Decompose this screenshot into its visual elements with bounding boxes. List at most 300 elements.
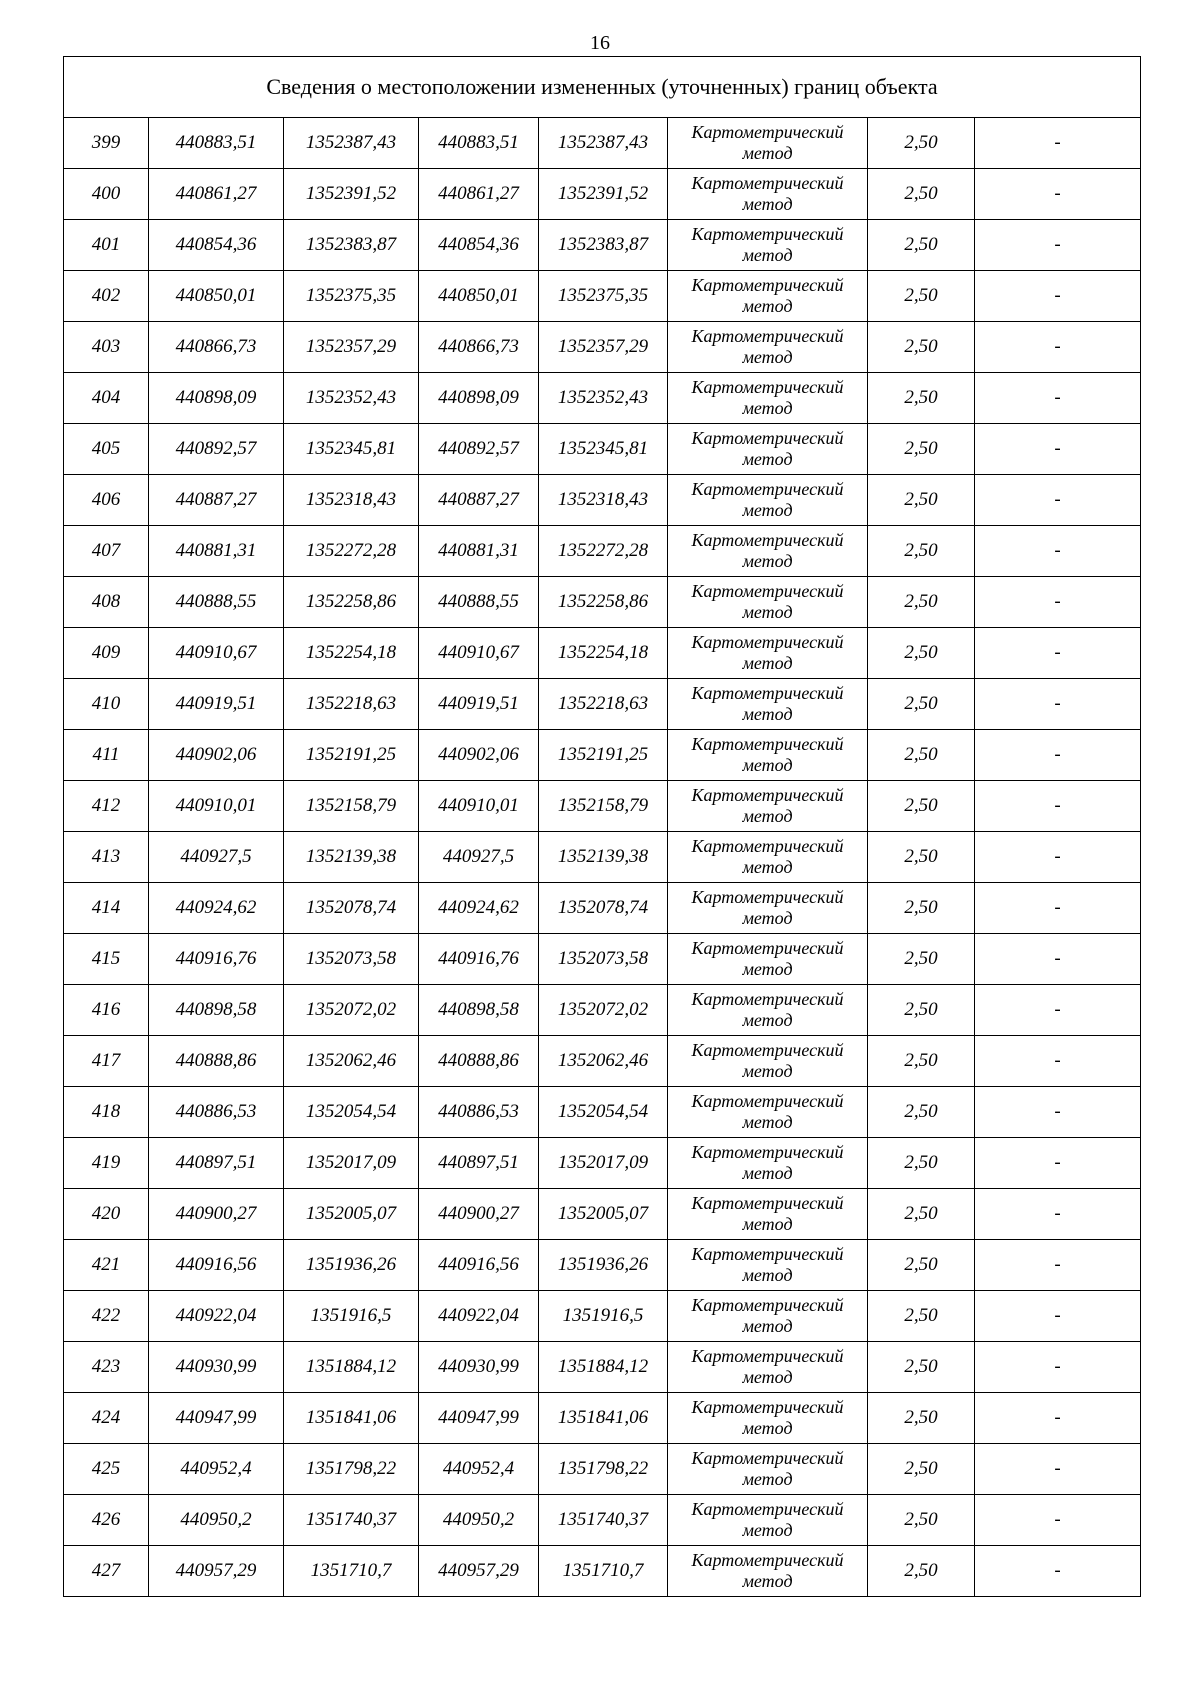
- method-line-1: Картометрический: [691, 530, 844, 550]
- accuracy-cell: 2,50: [868, 1087, 975, 1138]
- refined-x-cell: 440927,5: [419, 832, 539, 883]
- existing-x-cell: 440952,4: [149, 1444, 284, 1495]
- accuracy-cell: 2,50: [868, 169, 975, 220]
- note-cell: -: [975, 781, 1141, 832]
- existing-y-cell: 1352375,35: [284, 271, 419, 322]
- existing-y-cell: 1352387,43: [284, 118, 419, 169]
- note-cell: -: [975, 1393, 1141, 1444]
- existing-y-cell: 1352318,43: [284, 475, 419, 526]
- accuracy-cell: 2,50: [868, 118, 975, 169]
- method-cell: [668, 679, 868, 730]
- refined-y-cell: 1352191,25: [539, 730, 668, 781]
- method-line-1: Картометрический: [691, 275, 844, 295]
- existing-x-cell: 440898,09: [149, 373, 284, 424]
- method-line-1: Картометрический: [691, 938, 844, 958]
- note-cell: -: [975, 475, 1141, 526]
- refined-x-cell: 440886,53: [419, 1087, 539, 1138]
- method-line-1: Картометрический: [691, 989, 844, 1009]
- table-title: Сведения о местоположении измененных (уточненных) границ объекта: [64, 57, 1141, 118]
- refined-y-cell: 1352078,74: [539, 883, 668, 934]
- method-line-1: Картометрический: [691, 1448, 844, 1468]
- existing-x-cell: 440902,06: [149, 730, 284, 781]
- point-number-cell: 400: [64, 169, 149, 220]
- note-cell: -: [975, 424, 1141, 475]
- existing-y-cell: 1352139,38: [284, 832, 419, 883]
- table-row: [64, 1546, 1141, 1597]
- refined-y-cell: 1352218,63: [539, 679, 668, 730]
- existing-x-cell: 440888,55: [149, 577, 284, 628]
- refined-y-cell: 1352073,58: [539, 934, 668, 985]
- refined-x-cell: 440952,4: [419, 1444, 539, 1495]
- table-row: [64, 220, 1141, 271]
- existing-x-cell: 440922,04: [149, 1291, 284, 1342]
- table-row: [64, 373, 1141, 424]
- point-number-cell: 419: [64, 1138, 149, 1189]
- existing-y-cell: 1352072,02: [284, 985, 419, 1036]
- note-cell: -: [975, 322, 1141, 373]
- table-row: [64, 1240, 1141, 1291]
- existing-y-cell: 1352272,28: [284, 526, 419, 577]
- existing-y-cell: 1351884,12: [284, 1342, 419, 1393]
- accuracy-cell: 2,50: [868, 832, 975, 883]
- refined-y-cell: 1352375,35: [539, 271, 668, 322]
- existing-x-cell: 440854,36: [149, 220, 284, 271]
- refined-y-cell: 1351798,22: [539, 1444, 668, 1495]
- refined-y-cell: 1351916,5: [539, 1291, 668, 1342]
- existing-y-cell: 1352218,63: [284, 679, 419, 730]
- method-cell: [668, 1240, 868, 1291]
- existing-x-cell: 440950,2: [149, 1495, 284, 1546]
- existing-y-cell: 1352158,79: [284, 781, 419, 832]
- table-row: [64, 730, 1141, 781]
- table-row: [64, 1342, 1141, 1393]
- note-cell: -: [975, 1342, 1141, 1393]
- table-row: [64, 577, 1141, 628]
- method-line-1: Картометрический: [691, 1397, 844, 1417]
- method-line-1: Картометрический: [691, 1550, 844, 1570]
- method-line-2: метод: [742, 857, 793, 877]
- method-line-2: метод: [742, 1520, 793, 1540]
- method-line-2: метод: [742, 959, 793, 979]
- refined-y-cell: 1352345,81: [539, 424, 668, 475]
- page-number: 16: [590, 32, 610, 54]
- existing-y-cell: 1351710,7: [284, 1546, 419, 1597]
- existing-x-cell: 440957,29: [149, 1546, 284, 1597]
- method-cell: [668, 1342, 868, 1393]
- refined-y-cell: 1351740,37: [539, 1495, 668, 1546]
- method-cell: [668, 883, 868, 934]
- method-line-2: метод: [742, 296, 793, 316]
- refined-x-cell: 440888,55: [419, 577, 539, 628]
- method-cell: [668, 985, 868, 1036]
- note-cell: -: [975, 118, 1141, 169]
- refined-y-cell: 1352017,09: [539, 1138, 668, 1189]
- refined-x-cell: 440888,86: [419, 1036, 539, 1087]
- method-line-2: метод: [742, 551, 793, 571]
- refined-x-cell: 440910,67: [419, 628, 539, 679]
- refined-y-cell: 1352318,43: [539, 475, 668, 526]
- existing-y-cell: 1352017,09: [284, 1138, 419, 1189]
- table-row: [64, 832, 1141, 883]
- accuracy-cell: 2,50: [868, 1495, 975, 1546]
- table-row: [64, 883, 1141, 934]
- accuracy-cell: 2,50: [868, 1546, 975, 1597]
- method-line-1: Картометрический: [691, 173, 844, 193]
- existing-x-cell: 440910,01: [149, 781, 284, 832]
- existing-x-cell: 440861,27: [149, 169, 284, 220]
- table-row: [64, 934, 1141, 985]
- method-line-2: метод: [742, 449, 793, 469]
- refined-y-cell: 1352062,46: [539, 1036, 668, 1087]
- table-row: [64, 1138, 1141, 1189]
- note-cell: -: [975, 1036, 1141, 1087]
- method-line-2: метод: [742, 704, 793, 724]
- note-cell: -: [975, 1546, 1141, 1597]
- method-cell: [668, 1546, 868, 1597]
- table-row: [64, 1036, 1141, 1087]
- accuracy-cell: 2,50: [868, 475, 975, 526]
- method-line-1: Картометрический: [691, 326, 844, 346]
- refined-y-cell: 1352005,07: [539, 1189, 668, 1240]
- refined-y-cell: 1352357,29: [539, 322, 668, 373]
- existing-x-cell: 440916,76: [149, 934, 284, 985]
- boundary-coordinates-table: [63, 56, 1141, 1597]
- point-number-cell: 411: [64, 730, 149, 781]
- existing-x-cell: 440892,57: [149, 424, 284, 475]
- table-row: [64, 475, 1141, 526]
- refined-x-cell: 440919,51: [419, 679, 539, 730]
- refined-y-cell: 1352054,54: [539, 1087, 668, 1138]
- method-cell: [668, 1291, 868, 1342]
- method-cell: [668, 577, 868, 628]
- refined-y-cell: 1352272,28: [539, 526, 668, 577]
- refined-y-cell: 1352158,79: [539, 781, 668, 832]
- existing-x-cell: 440927,5: [149, 832, 284, 883]
- existing-x-cell: 440881,31: [149, 526, 284, 577]
- table-row: [64, 1393, 1141, 1444]
- method-line-1: Картометрический: [691, 632, 844, 652]
- refined-x-cell: 440916,56: [419, 1240, 539, 1291]
- method-line-2: метод: [742, 245, 793, 265]
- method-line-2: метод: [742, 1061, 793, 1081]
- point-number-cell: 424: [64, 1393, 149, 1444]
- method-line-2: метод: [742, 398, 793, 418]
- point-number-cell: 417: [64, 1036, 149, 1087]
- note-cell: -: [975, 577, 1141, 628]
- existing-y-cell: 1352345,81: [284, 424, 419, 475]
- method-line-2: метод: [742, 143, 793, 163]
- accuracy-cell: 2,50: [868, 220, 975, 271]
- refined-x-cell: 440922,04: [419, 1291, 539, 1342]
- point-number-cell: 402: [64, 271, 149, 322]
- table-row: [64, 424, 1141, 475]
- refined-y-cell: 1352258,86: [539, 577, 668, 628]
- note-cell: -: [975, 220, 1141, 271]
- method-line-2: метод: [742, 1367, 793, 1387]
- point-number-cell: 427: [64, 1546, 149, 1597]
- existing-x-cell: 440924,62: [149, 883, 284, 934]
- method-cell: [668, 628, 868, 679]
- method-cell: [668, 526, 868, 577]
- method-line-2: метод: [742, 806, 793, 826]
- note-cell: -: [975, 271, 1141, 322]
- refined-x-cell: 440902,06: [419, 730, 539, 781]
- method-cell: [668, 1495, 868, 1546]
- refined-y-cell: 1352387,43: [539, 118, 668, 169]
- existing-y-cell: 1352054,54: [284, 1087, 419, 1138]
- accuracy-cell: 2,50: [868, 679, 975, 730]
- note-cell: -: [975, 679, 1141, 730]
- method-line-1: Картометрический: [691, 377, 844, 397]
- method-line-2: метод: [742, 1469, 793, 1489]
- refined-x-cell: 440900,27: [419, 1189, 539, 1240]
- refined-x-cell: 440957,29: [419, 1546, 539, 1597]
- accuracy-cell: 2,50: [868, 424, 975, 475]
- accuracy-cell: 2,50: [868, 271, 975, 322]
- note-cell: -: [975, 373, 1141, 424]
- point-number-cell: 421: [64, 1240, 149, 1291]
- method-cell: [668, 730, 868, 781]
- accuracy-cell: 2,50: [868, 1036, 975, 1087]
- point-number-cell: 415: [64, 934, 149, 985]
- accuracy-cell: 2,50: [868, 526, 975, 577]
- method-line-2: метод: [742, 1265, 793, 1285]
- method-cell: [668, 1138, 868, 1189]
- refined-x-cell: 440881,31: [419, 526, 539, 577]
- table-row: [64, 1444, 1141, 1495]
- method-line-2: метод: [742, 908, 793, 928]
- accuracy-cell: 2,50: [868, 1189, 975, 1240]
- existing-x-cell: 440910,67: [149, 628, 284, 679]
- accuracy-cell: 2,50: [868, 1291, 975, 1342]
- note-cell: -: [975, 1444, 1141, 1495]
- existing-y-cell: 1351740,37: [284, 1495, 419, 1546]
- method-line-2: метод: [742, 347, 793, 367]
- table-row: [64, 985, 1141, 1036]
- method-line-1: Картометрический: [691, 479, 844, 499]
- method-cell: [668, 373, 868, 424]
- existing-y-cell: 1352258,86: [284, 577, 419, 628]
- point-number-cell: 413: [64, 832, 149, 883]
- refined-x-cell: 440950,2: [419, 1495, 539, 1546]
- method-line-2: метод: [742, 653, 793, 673]
- note-cell: -: [975, 985, 1141, 1036]
- table-row: [64, 271, 1141, 322]
- method-line-1: Картометрический: [691, 1193, 844, 1213]
- point-number-cell: 404: [64, 373, 149, 424]
- method-line-1: Картометрический: [691, 122, 844, 142]
- method-cell: [668, 1393, 868, 1444]
- existing-y-cell: 1351936,26: [284, 1240, 419, 1291]
- note-cell: -: [975, 883, 1141, 934]
- method-line-1: Картометрический: [691, 1040, 844, 1060]
- table-row: [64, 781, 1141, 832]
- method-line-1: Картометрический: [691, 1142, 844, 1162]
- method-line-2: метод: [742, 194, 793, 214]
- existing-y-cell: 1352357,29: [284, 322, 419, 373]
- note-cell: -: [975, 169, 1141, 220]
- method-line-2: метод: [742, 1010, 793, 1030]
- method-line-1: Картометрический: [691, 224, 844, 244]
- accuracy-cell: 2,50: [868, 1240, 975, 1291]
- existing-x-cell: 440897,51: [149, 1138, 284, 1189]
- method-cell: [668, 475, 868, 526]
- refined-x-cell: 440930,99: [419, 1342, 539, 1393]
- table-row: [64, 169, 1141, 220]
- table-row: [64, 679, 1141, 730]
- refined-x-cell: 440866,73: [419, 322, 539, 373]
- refined-x-cell: 440898,58: [419, 985, 539, 1036]
- point-number-cell: 403: [64, 322, 149, 373]
- method-line-1: Картометрический: [691, 1244, 844, 1264]
- accuracy-cell: 2,50: [868, 373, 975, 424]
- method-line-1: Картометрический: [691, 1499, 844, 1519]
- method-line-1: Картометрический: [691, 1295, 844, 1315]
- method-cell: [668, 424, 868, 475]
- point-number-cell: 414: [64, 883, 149, 934]
- existing-y-cell: 1352352,43: [284, 373, 419, 424]
- method-line-1: Картометрический: [691, 1091, 844, 1111]
- point-number-cell: 407: [64, 526, 149, 577]
- note-cell: -: [975, 628, 1141, 679]
- note-cell: -: [975, 1495, 1141, 1546]
- method-cell: [668, 118, 868, 169]
- note-cell: -: [975, 934, 1141, 985]
- existing-x-cell: 440947,99: [149, 1393, 284, 1444]
- existing-y-cell: 1352391,52: [284, 169, 419, 220]
- method-line-1: Картометрический: [691, 581, 844, 601]
- refined-x-cell: 440897,51: [419, 1138, 539, 1189]
- point-number-cell: 426: [64, 1495, 149, 1546]
- method-line-2: метод: [742, 500, 793, 520]
- table-row: [64, 1291, 1141, 1342]
- point-number-cell: 409: [64, 628, 149, 679]
- existing-x-cell: 440919,51: [149, 679, 284, 730]
- method-line-1: Картометрический: [691, 887, 844, 907]
- method-cell: [668, 934, 868, 985]
- table-row: [64, 322, 1141, 373]
- refined-x-cell: 440883,51: [419, 118, 539, 169]
- existing-y-cell: 1351916,5: [284, 1291, 419, 1342]
- refined-y-cell: 1352383,87: [539, 220, 668, 271]
- existing-y-cell: 1352005,07: [284, 1189, 419, 1240]
- existing-x-cell: 440887,27: [149, 475, 284, 526]
- refined-x-cell: 440850,01: [419, 271, 539, 322]
- refined-x-cell: 440892,57: [419, 424, 539, 475]
- point-number-cell: 410: [64, 679, 149, 730]
- point-number-cell: 412: [64, 781, 149, 832]
- note-cell: -: [975, 1138, 1141, 1189]
- refined-y-cell: 1352139,38: [539, 832, 668, 883]
- existing-y-cell: 1351798,22: [284, 1444, 419, 1495]
- refined-y-cell: 1352352,43: [539, 373, 668, 424]
- method-line-2: метод: [742, 755, 793, 775]
- accuracy-cell: 2,50: [868, 934, 975, 985]
- note-cell: -: [975, 1240, 1141, 1291]
- method-cell: [668, 832, 868, 883]
- existing-y-cell: 1352062,46: [284, 1036, 419, 1087]
- existing-x-cell: 440850,01: [149, 271, 284, 322]
- method-line-2: метод: [742, 1316, 793, 1336]
- refined-y-cell: 1351710,7: [539, 1546, 668, 1597]
- point-number-cell: 408: [64, 577, 149, 628]
- accuracy-cell: 2,50: [868, 781, 975, 832]
- note-cell: -: [975, 832, 1141, 883]
- existing-x-cell: 440866,73: [149, 322, 284, 373]
- refined-x-cell: 440861,27: [419, 169, 539, 220]
- existing-y-cell: 1352078,74: [284, 883, 419, 934]
- method-line-1: Картометрический: [691, 836, 844, 856]
- accuracy-cell: 2,50: [868, 985, 975, 1036]
- point-number-cell: 420: [64, 1189, 149, 1240]
- refined-y-cell: 1351841,06: [539, 1393, 668, 1444]
- method-cell: [668, 169, 868, 220]
- point-number-cell: 416: [64, 985, 149, 1036]
- point-number-cell: 422: [64, 1291, 149, 1342]
- method-cell: [668, 220, 868, 271]
- existing-y-cell: 1352383,87: [284, 220, 419, 271]
- existing-x-cell: 440916,56: [149, 1240, 284, 1291]
- refined-x-cell: 440910,01: [419, 781, 539, 832]
- refined-y-cell: 1351936,26: [539, 1240, 668, 1291]
- method-cell: [668, 322, 868, 373]
- table-row: [64, 1189, 1141, 1240]
- method-cell: [668, 271, 868, 322]
- method-cell: [668, 1444, 868, 1495]
- refined-y-cell: 1352391,52: [539, 169, 668, 220]
- refined-x-cell: 440887,27: [419, 475, 539, 526]
- accuracy-cell: 2,50: [868, 730, 975, 781]
- refined-x-cell: 440924,62: [419, 883, 539, 934]
- note-cell: -: [975, 1189, 1141, 1240]
- point-number-cell: 401: [64, 220, 149, 271]
- accuracy-cell: 2,50: [868, 628, 975, 679]
- accuracy-cell: 2,50: [868, 1393, 975, 1444]
- method-cell: [668, 1087, 868, 1138]
- note-cell: -: [975, 526, 1141, 577]
- method-line-1: Картометрический: [691, 683, 844, 703]
- existing-y-cell: 1352254,18: [284, 628, 419, 679]
- refined-x-cell: 440947,99: [419, 1393, 539, 1444]
- refined-y-cell: 1352254,18: [539, 628, 668, 679]
- accuracy-cell: 2,50: [868, 1138, 975, 1189]
- method-cell: [668, 1189, 868, 1240]
- method-cell: [668, 1036, 868, 1087]
- existing-x-cell: 440900,27: [149, 1189, 284, 1240]
- method-line-1: Картометрический: [691, 734, 844, 754]
- accuracy-cell: 2,50: [868, 1342, 975, 1393]
- existing-x-cell: 440930,99: [149, 1342, 284, 1393]
- existing-x-cell: 440883,51: [149, 118, 284, 169]
- point-number-cell: 418: [64, 1087, 149, 1138]
- existing-x-cell: 440886,53: [149, 1087, 284, 1138]
- note-cell: -: [975, 730, 1141, 781]
- refined-x-cell: 440898,09: [419, 373, 539, 424]
- method-line-1: Картометрический: [691, 785, 844, 805]
- point-number-cell: 425: [64, 1444, 149, 1495]
- refined-y-cell: 1351884,12: [539, 1342, 668, 1393]
- table-row: [64, 628, 1141, 679]
- refined-y-cell: 1352072,02: [539, 985, 668, 1036]
- method-line-1: Картометрический: [691, 428, 844, 448]
- point-number-cell: 399: [64, 118, 149, 169]
- method-line-2: метод: [742, 602, 793, 622]
- table-row: [64, 1087, 1141, 1138]
- existing-y-cell: 1352073,58: [284, 934, 419, 985]
- method-line-2: метод: [742, 1214, 793, 1234]
- method-line-2: метод: [742, 1418, 793, 1438]
- method-cell: [668, 781, 868, 832]
